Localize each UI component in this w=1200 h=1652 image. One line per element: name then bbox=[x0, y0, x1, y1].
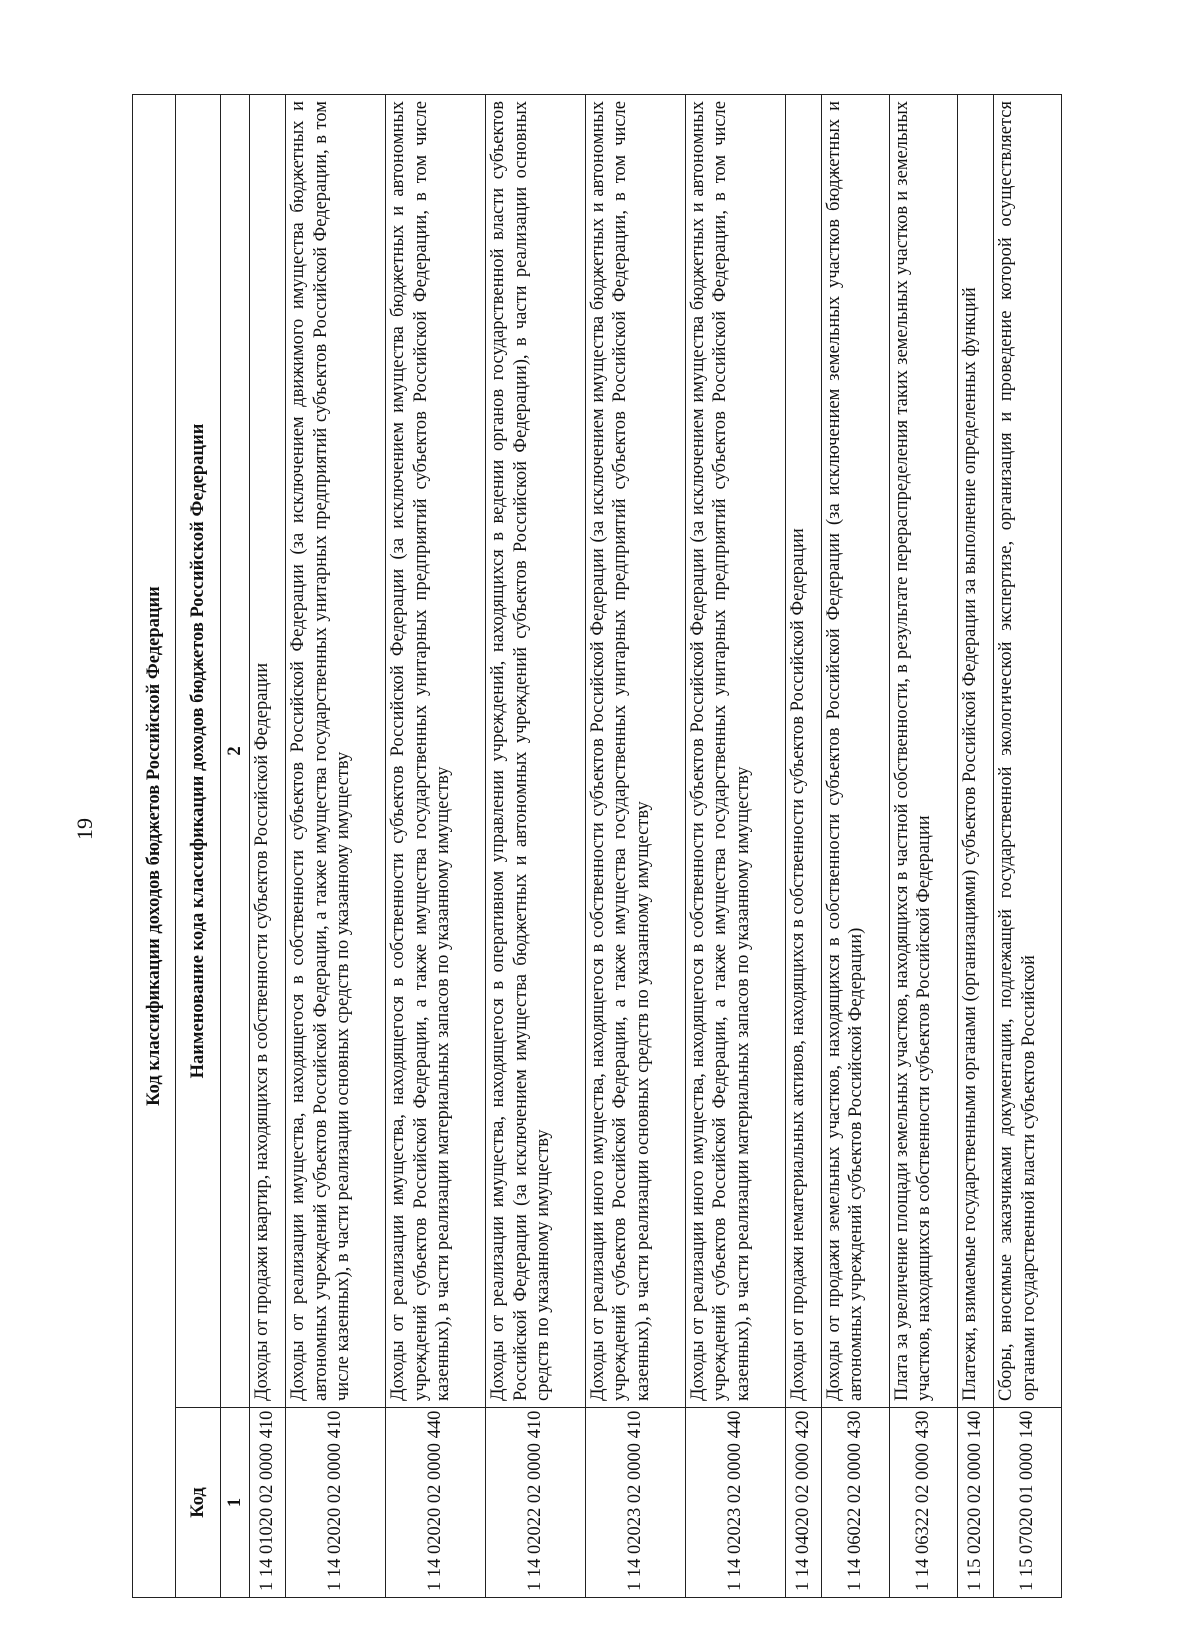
row-name: Доходы от реализации имущества, находящегося в собственности субъектов Российской Федерации (за исключением имущества бюджетных и автономных учреждений субъектов Российской Федерации, а также имущества государственных унитарных предприятий субъектов Российской Федерации, в том числе казенных), в части реализации материальных запасов по указанному имуществу bbox=[386, 95, 486, 1408]
table-row bbox=[485, 95, 585, 1598]
row-code: 1 14 02023 02 0000 410 bbox=[585, 1408, 685, 1598]
income-classification-table bbox=[132, 94, 1062, 1598]
row-code: 1 14 02022 02 0000 410 bbox=[485, 1408, 585, 1598]
table-row bbox=[957, 95, 993, 1598]
row-code: 1 15 02020 02 0000 140 bbox=[957, 1408, 993, 1598]
row-code: 1 14 06322 02 0000 430 bbox=[889, 1408, 957, 1598]
row-code: 1 15 07020 01 0000 140 bbox=[993, 1408, 1061, 1598]
table-row bbox=[585, 95, 685, 1598]
table-row bbox=[889, 95, 957, 1598]
page-number: 19 bbox=[72, 818, 97, 840]
row-name: Плата за увеличение площади земельных участков, находящихся в частной собственности, в результате перераспределения таких земельных участков и земельных участков, находящихся в собственности субъектов Российской Федерации bbox=[889, 95, 957, 1408]
table-group-header: Код классификации доходов бюджетов Российской Федерации bbox=[133, 95, 176, 1598]
code-column-header: Код bbox=[176, 1408, 221, 1598]
table-row bbox=[386, 95, 486, 1598]
rotated-table-container bbox=[132, 94, 1062, 1598]
row-name: Доходы от продажи нематериальных активов, находящихся в собственности субъектов Российской Федерации bbox=[785, 95, 821, 1408]
row-name: Сборы, вносимые заказчиками документации, подлежащей государственной экологической экспертизе, организация и проведение которой осуществляется органами государственной власти субъектов Российской bbox=[993, 95, 1061, 1408]
row-code: 1 14 02020 02 0000 410 bbox=[286, 1408, 386, 1598]
table-row bbox=[821, 95, 889, 1598]
table-body bbox=[250, 95, 1062, 1598]
row-name: Доходы от реализации имущества, находящегося в собственности субъектов Российской Федерации (за исключением движимого имущества бюджетных и автономных учреждений субъектов Российской Федерации, а также имущества государственных унитарных предприятий субъектов Российской Федерации, в том числе казенных), в части реализации основных средств по указанному имуществу bbox=[286, 95, 386, 1408]
row-code: 1 14 02020 02 0000 440 bbox=[386, 1408, 486, 1598]
row-name: Доходы от реализации иного имущества, находящегося в собственности субъектов Российской Федерации (за исключением имущества бюджетных и автономных учреждений субъектов Российской Федерации, а также имущества государственных унитарных предприятий субъектов Российской Федерации, в том числе казенных), в части реализации основных средств по указанному имуществу bbox=[585, 95, 685, 1408]
code-column-number: 1 bbox=[221, 1408, 250, 1598]
table-row bbox=[685, 95, 785, 1598]
row-name: Платежи, взимаемые государственными органами (организациями) субъектов Российской Федерации за выполнение определенных функций bbox=[957, 95, 993, 1408]
name-column-number: 2 bbox=[221, 95, 250, 1408]
row-code: 1 14 01020 02 0000 410 bbox=[250, 1408, 286, 1598]
table-row bbox=[785, 95, 821, 1598]
table-row bbox=[993, 95, 1061, 1598]
name-column-header: Наименование кода классификации доходов бюджетов Российской Федерации bbox=[176, 95, 221, 1408]
row-code: 1 14 06022 02 0000 430 bbox=[821, 1408, 889, 1598]
row-name: Доходы от продажи земельных участков, находящихся в собственности субъектов Российской Федерации (за исключением земельных участков бюджетных и автономных учреждений субъектов Российской Федерации) bbox=[821, 95, 889, 1408]
table-row bbox=[286, 95, 386, 1598]
row-code: 1 14 04020 02 0000 420 bbox=[785, 1408, 821, 1598]
row-name: Доходы от реализации имущества, находящегося в оперативном управлении учреждений, находящихся в ведении органов государственной власти субъектов Российской Федерации (за исключением имущества бюджетных и автономных учреждений субъектов Российской Федерации), в части реализации основных средств по указанному имуществу bbox=[485, 95, 585, 1408]
row-code: 1 14 02023 02 0000 440 bbox=[685, 1408, 785, 1598]
table-row bbox=[250, 95, 286, 1598]
row-name: Доходы от продажи квартир, находящихся в собственности субъектов Российской Федерации bbox=[250, 95, 286, 1408]
row-name: Доходы от реализации иного имущества, находящегося в собственности субъектов Российской Федерации (за исключением имущества бюджетных и автономных учреждений субъектов Российской Федерации, а также имущества государственных унитарных предприятий субъектов Российской Федерации, в том числе казенных), в части реализации материальных запасов по указанному имуществу bbox=[685, 95, 785, 1408]
